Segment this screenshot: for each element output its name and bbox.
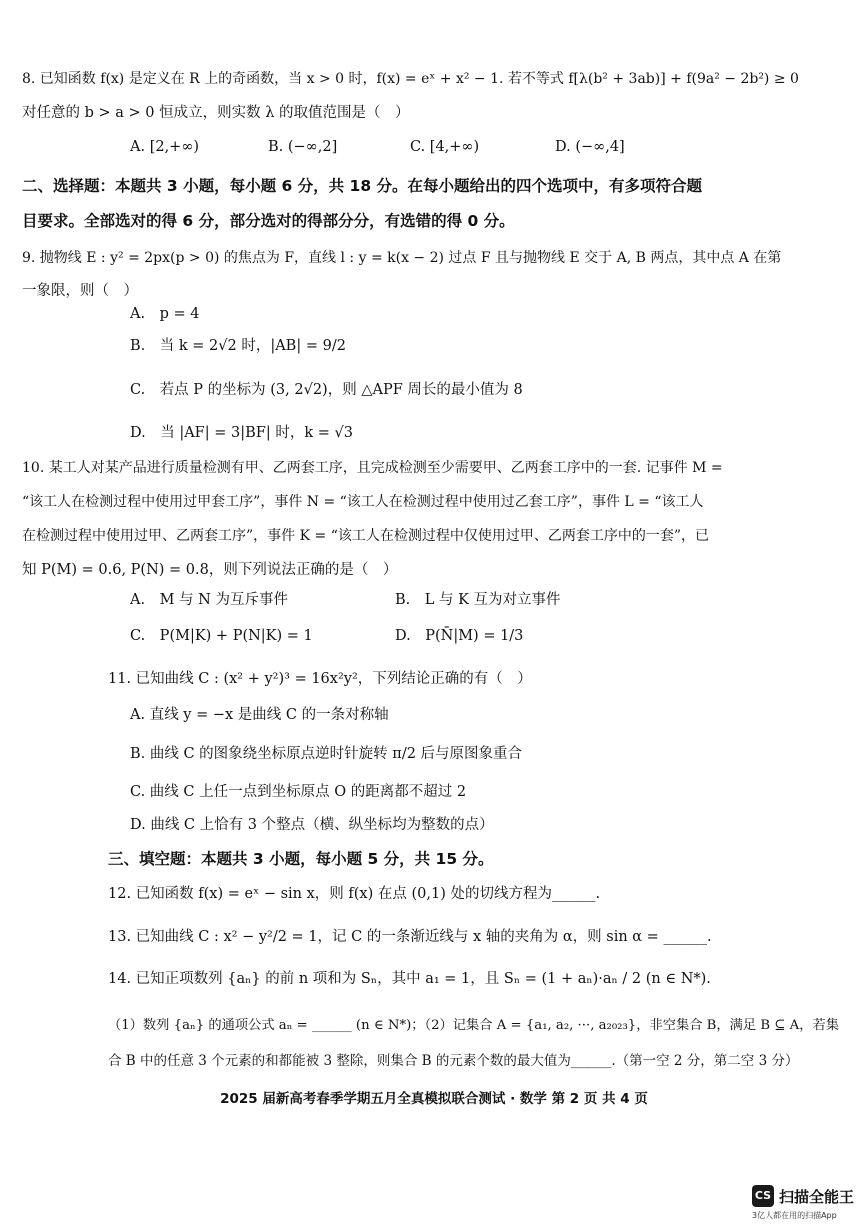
q10-option-d: D. P(N̄|M) = 1/3: [395, 628, 524, 644]
cs-logo-icon: CS: [752, 1185, 774, 1207]
q8-option-b: B. (−∞,2]: [268, 139, 338, 155]
q10-line1: 10. 某工人对某产品进行质量检测有甲、乙两套工序，且完成检测至少需要甲、乙两套工序中的一套. 记事件 M =: [22, 460, 723, 476]
q9-option-c: C. 若点 P 的坐标为 (3, 2√2)，则 △APF 周长的最小值为 8: [130, 382, 523, 398]
q9-option-a: A. p = 4: [130, 306, 200, 322]
section2-heading-line1: 二、选择题：本题共 3 小题，每小题 6 分，共 18 分。在每小题给出的四个选项中，有多项符合题: [22, 177, 703, 195]
scanner-logo: [752, 1185, 864, 1221]
q10-line2: “该工人在检测过程中使用过甲套工序”，事件 N = “该工人在检测过程中使用过乙套工序”，事件 L = “该工人: [22, 494, 704, 510]
q9-option-d: D. 当 |AF| = 3|BF| 时，k = √3: [130, 425, 353, 441]
q11-option-a: A. 直线 y = −x 是曲线 C 的一条对称轴: [130, 707, 389, 723]
q11-option-d: D. 曲线 C 上恰有 3 个整点（横、纵坐标均为整数的点）: [130, 817, 494, 833]
q14-line1: 14. 已知正项数列 {aₙ} 的前 n 项和为 Sₙ，其中 a₁ = 1，且 Sₙ = (1 + aₙ)·aₙ / 2 (n ∈ N*).: [108, 971, 711, 987]
q9-line1: 9. 抛物线 E : y² = 2px(p > 0) 的焦点为 F，直线 l : y = k(x − 2) 过点 F 且与抛物线 E 交于 A, B 两点，其中点 A 在第: [22, 250, 782, 266]
logo-name: 扫描全能王: [779, 1188, 855, 1206]
q13-line1: 13. 已知曲线 C : x² − y²/2 = 1，记 C 的一条渐近线与 x 轴的夹角为 α，则 sin α = ______.: [108, 929, 712, 945]
q11-line1: 11. 已知曲线 C : (x² + y²)³ = 16x²y²，下列结论正确的有（ ）: [108, 671, 532, 687]
q12-line1: 12. 已知函数 f(x) = eˣ − sin x，则 f(x) 在点 (0,1) 处的切线方程为______.: [108, 886, 601, 902]
q8-option-d: D. (−∞,4]: [555, 139, 625, 155]
q11-option-c: C. 曲线 C 上任一点到坐标原点 O 的距离都不超过 2: [130, 784, 467, 800]
section3-heading: 三、填空题：本题共 3 小题，每小题 5 分，共 15 分。: [108, 850, 494, 868]
q10-option-b: B. L 与 K 互为对立事件: [395, 592, 561, 608]
q14-line3: 合 B 中的任意 3 个元素的和都能被 3 整除，则集合 B 的元素个数的最大值为______.（第一空 2 分，第二空 3 分）: [108, 1053, 799, 1069]
q8-line1: 8. 已知函数 f(x) 是定义在 R 上的奇函数，当 x > 0 时，f(x) = eˣ + x² − 1. 若不等式 f[λ(b² + 3ab)] + f(9a² − 2b²) ≥ 0: [22, 71, 799, 87]
q10-line3: 在检测过程中使用过甲、乙两套工序”，事件 K = “该工人在检测过程中仅使用过甲、乙两套工序中的一套”，已: [22, 528, 710, 544]
q9-line2: 一象限，则（ ）: [22, 283, 138, 299]
q8-option-a: A. [2,+∞): [130, 139, 200, 155]
q10-option-a: A. M 与 N 为互斥事件: [130, 592, 288, 608]
q10-option-c: C. P(M|K) + P(N|K) = 1: [130, 628, 313, 644]
q14-line2: （1）数列 {aₙ} 的通项公式 aₙ = ______ (n ∈ N*)；（2）记集合 A = {a₁, a₂, ···, a₂₀₂₃}，非空集合 B，满足 B ⊆ A，若集: [108, 1018, 839, 1033]
page-footer: 2025 届新高考春季学期五月全真模拟联合测试 · 数学 第 2 页 共 4 页: [220, 1091, 648, 1107]
q9-option-b: B. 当 k = 2√2 时，|AB| = 9/2: [130, 338, 346, 354]
section2-heading-line2: 目要求。全部选对的得 6 分，部分选对的得部分分，有选错的得 0 分。: [22, 212, 515, 230]
q11-option-b: B. 曲线 C 的图象绕坐标原点逆时针旋转 π/2 后与原图象重合: [130, 746, 523, 762]
q8-line2: 对任意的 b > a > 0 恒成立，则实数 λ 的取值范围是（ ）: [22, 105, 410, 121]
q8-option-c: C. [4,+∞): [410, 139, 480, 155]
logo-tagline: 3亿人都在用的扫描App: [752, 1211, 837, 1220]
q10-line4: 知 P(M) = 0.6, P(N) = 0.8，则下列说法正确的是（ ）: [22, 562, 398, 578]
